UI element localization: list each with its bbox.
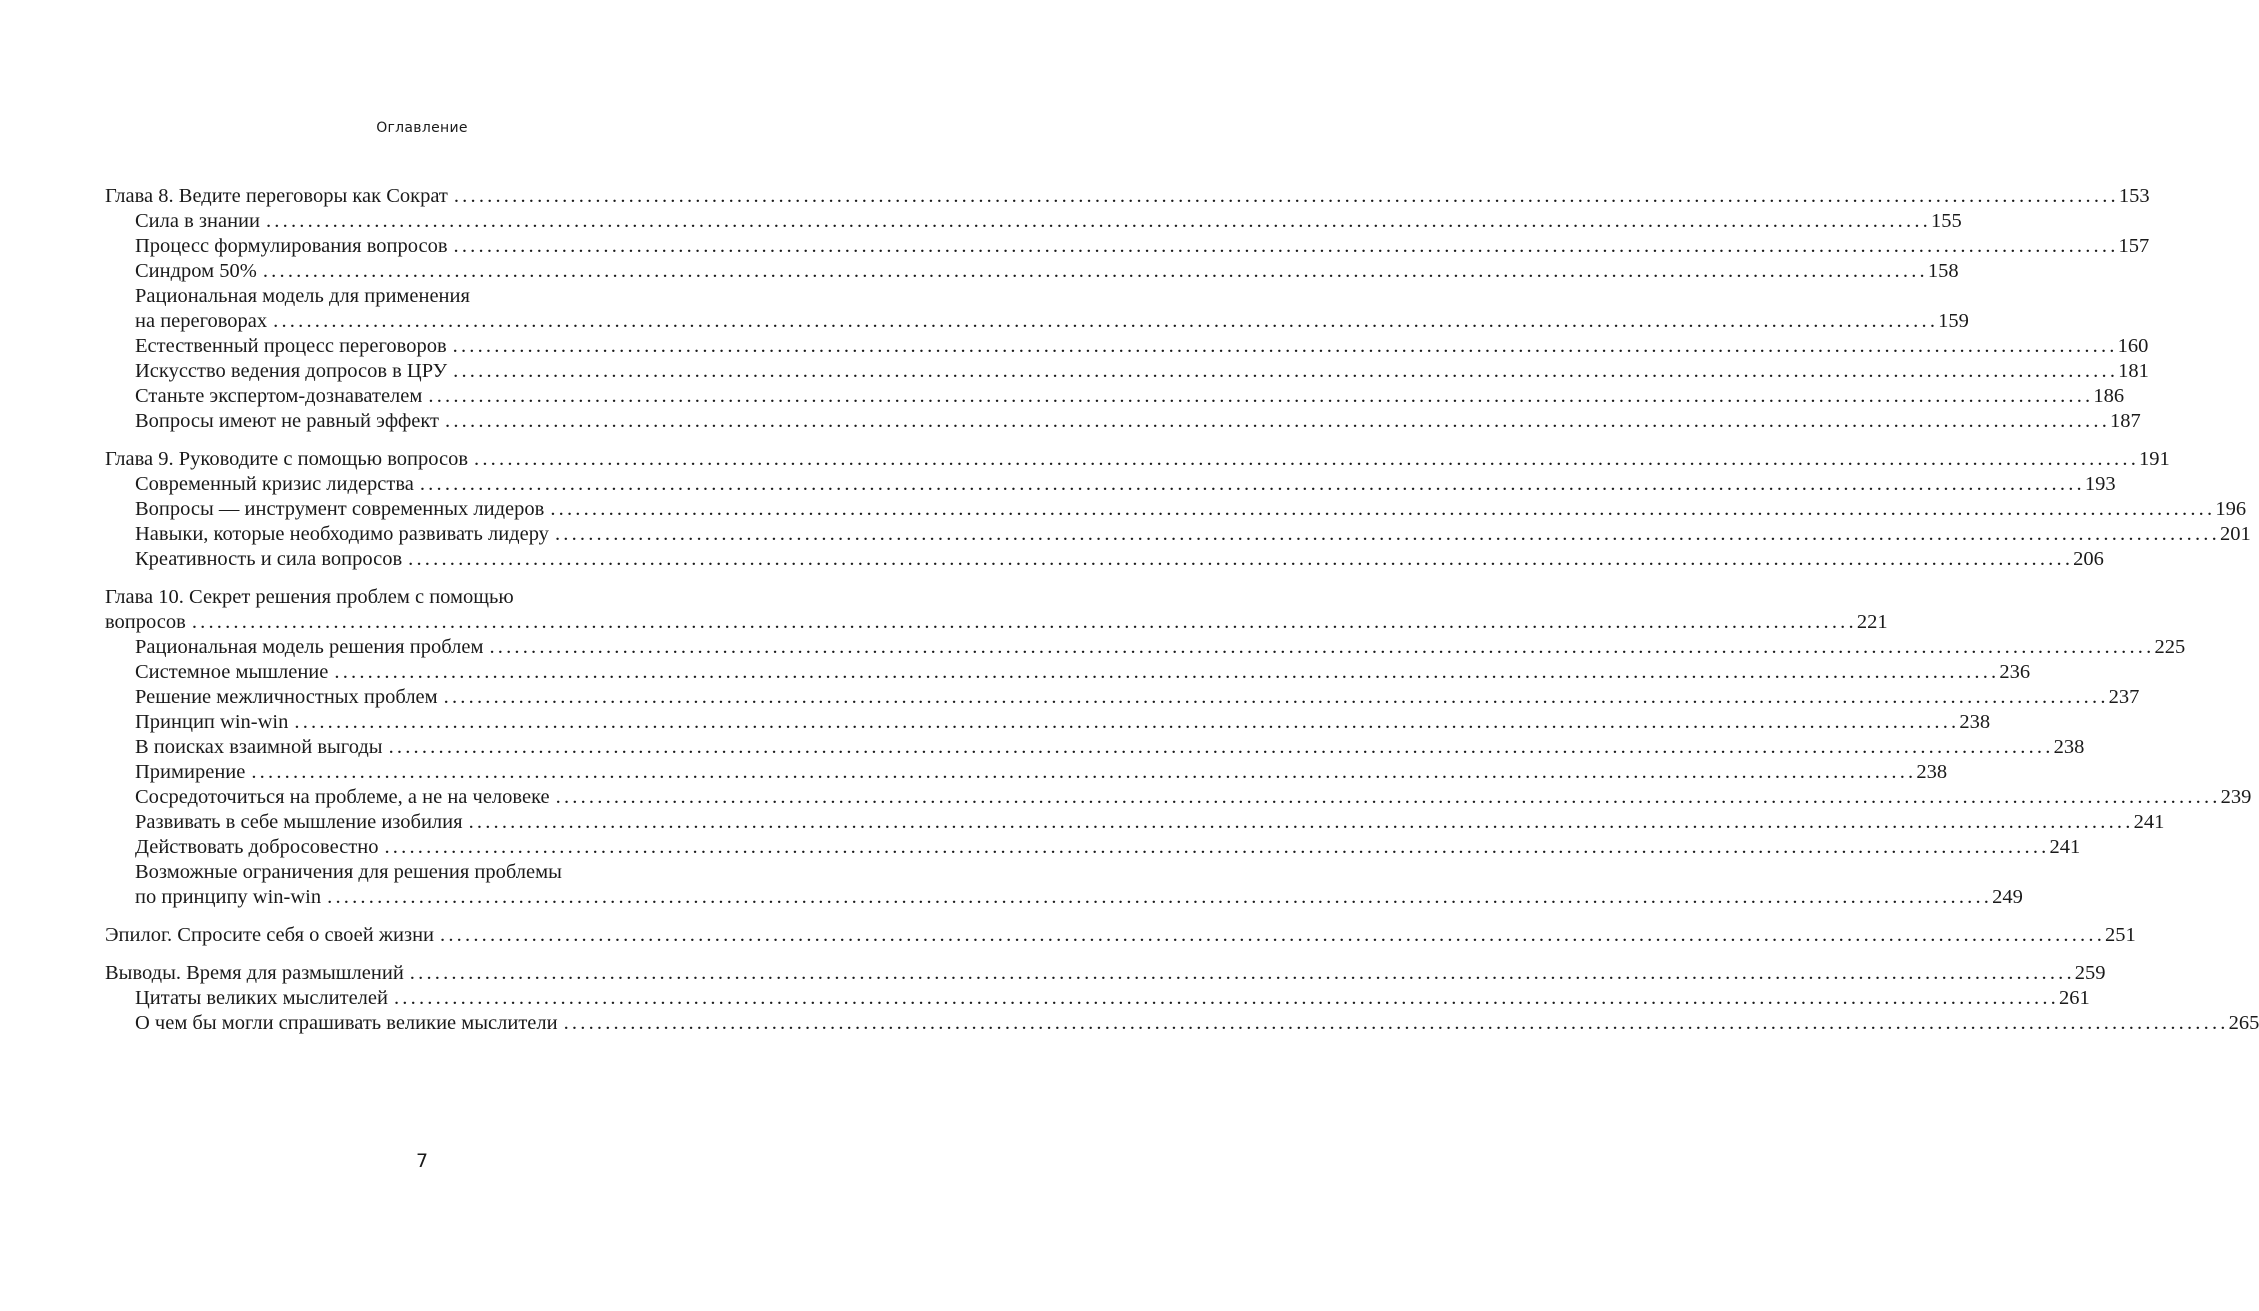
entry-page-number: 206 (2073, 548, 2104, 570)
entry-page-number: 237 (2108, 686, 2140, 708)
entry-page-number: 238 (1916, 761, 1948, 783)
entry-page-number: 157 (2118, 235, 2150, 257)
entry-page-number: 181 (2118, 360, 2149, 382)
dot-leader: ........................................................................................................................................................................................................ (265, 210, 1931, 232)
dot-leader: ........................................................................................................................................................................................................ (443, 686, 2109, 708)
dot-leader: ........................................................................................................................................................................................................ (393, 987, 2059, 1009)
entry-page-number: 191 (2139, 448, 2170, 470)
toc-subentry[interactable] (105, 284, 695, 309)
toc-subentry[interactable] (105, 1011, 2259, 1036)
dot-leader: ........................................................................................................................................................................................................ (550, 498, 2216, 520)
entry-page-number: 251 (2105, 924, 2136, 946)
entry-page-number: 249 (1992, 886, 2023, 908)
dot-leader: ........................................................................................................................................................................................................ (445, 410, 2111, 432)
entry-title: Естественный процесс переговоров (135, 335, 447, 357)
entry-page-number: 187 (2110, 410, 2141, 432)
toc-subentry[interactable] (105, 522, 2251, 547)
toc-subentry[interactable] (105, 547, 2104, 572)
entry-title: по принципу win-win (135, 886, 322, 908)
entry-page-number: 238 (2053, 736, 2085, 758)
toc-subentry[interactable] (105, 409, 2141, 434)
toc-section (105, 447, 2251, 572)
entry-page-number: 159 (1938, 310, 1969, 332)
entry-title: Современный кризис лидерства (135, 473, 414, 495)
entry-title: В поисках взаимной выгоды (135, 736, 383, 758)
dot-leader: ........................................................................................................................................................................................................ (191, 611, 1857, 633)
entry-title: Сосредоточиться на проблеме, а не на человеке (135, 786, 550, 808)
entry-title: на переговорах (135, 310, 268, 332)
toc-subentry[interactable] (105, 334, 2149, 359)
toc-subentry[interactable] (105, 234, 2150, 259)
entry-title: Навыки, которые необходимо развивать лидеру (135, 523, 549, 545)
entry-page-number: 236 (1999, 661, 2031, 683)
dot-leader: ........................................................................................................................................................................................................ (453, 185, 2119, 207)
entry-title: Решение межличностных проблем (135, 686, 438, 708)
toc-chapter-entry[interactable] (105, 961, 2106, 986)
dot-leader: ........................................................................................................................................................................................................ (453, 235, 2119, 257)
entry-title: О чем бы могли спрашивать великие мыслители (135, 1012, 558, 1034)
dot-leader: ........................................................................................................................................................................................................ (428, 385, 2094, 407)
toc-subentry[interactable] (105, 660, 2031, 685)
dot-leader: ........................................................................................................................................................................................................ (563, 1012, 2229, 1034)
entry-title: Рациональная модель для применения (135, 285, 470, 307)
entry-page-number: 239 (2220, 786, 2252, 808)
entry-title: Глава 9. Руководите с помощью вопросов (105, 448, 469, 470)
toc-chapter-entry[interactable] (105, 610, 1888, 635)
toc-subentry[interactable] (105, 710, 1991, 735)
entry-title: Глава 8. Ведите переговоры как Сократ (105, 185, 448, 207)
dot-leader: ........................................................................................................................................................................................................ (554, 523, 2220, 545)
entry-title: Станьте экспертом-дознавателем (135, 385, 423, 407)
entry-title: Примирение (135, 761, 246, 783)
entry-page-number: 201 (2219, 523, 2251, 545)
entry-page-number: 261 (2058, 987, 2090, 1009)
dot-leader: ........................................................................................................................................................................................................ (453, 360, 2119, 382)
toc-subentry[interactable] (105, 885, 2023, 910)
entry-page-number: 241 (2049, 836, 2081, 858)
entry-page-number: 155 (1930, 210, 1962, 232)
toc-chapter-entry[interactable] (105, 447, 2170, 472)
toc-chapter-entry[interactable] (105, 585, 695, 610)
toc-subentry[interactable] (105, 472, 2116, 497)
table-of-contents (105, 184, 2259, 1049)
toc-subentry[interactable] (105, 359, 2149, 384)
dot-leader: ........................................................................................................................................................................................................ (468, 811, 2134, 833)
toc-subentry[interactable] (105, 309, 1969, 334)
running-header: Оглавление (376, 120, 468, 136)
toc-subentry[interactable] (105, 209, 1962, 234)
entry-title: Действовать добросовестно (135, 836, 379, 858)
entry-title: Рациональная модель решения проблем (135, 636, 484, 658)
toc-subentry[interactable] (105, 835, 2081, 860)
entry-title: вопросов (105, 611, 186, 633)
entry-page-number: 193 (2084, 473, 2116, 495)
entry-title: Процесс формулирования вопросов (135, 235, 448, 257)
entry-title: Сила в знании (135, 210, 260, 232)
toc-subentry[interactable] (105, 810, 2165, 835)
dot-leader: ........................................................................................................................................................................................................ (251, 761, 1917, 783)
toc-section (105, 961, 2259, 1036)
entry-title: Эпилог. Спросите себя о своей жизни (105, 924, 435, 946)
toc-subentry[interactable] (105, 760, 1948, 785)
entry-title: Синдром 50% (135, 260, 257, 282)
toc-chapter-entry[interactable] (105, 184, 2150, 209)
toc-subentry[interactable] (105, 685, 2140, 710)
dot-leader: ........................................................................................................................................................................................................ (327, 886, 1993, 908)
entry-title: Возможные ограничения для решения проблемы (135, 861, 562, 883)
dot-leader: ........................................................................................................................................................................................................ (419, 473, 2085, 495)
toc-subentry[interactable] (105, 259, 1959, 284)
dot-leader: ........................................................................................................................................................................................................ (409, 962, 2075, 984)
entry-title: Системное мышление (135, 661, 329, 683)
entry-page-number: 265 (2228, 1012, 2259, 1034)
entry-page-number: 160 (2117, 335, 2149, 357)
entry-page-number: 153 (2118, 185, 2150, 207)
entry-page-number: 225 (2154, 636, 2186, 658)
toc-subentry[interactable] (105, 986, 2090, 1011)
toc-subentry[interactable] (105, 735, 2085, 760)
toc-subentry[interactable] (105, 497, 2247, 522)
toc-subentry[interactable] (105, 860, 695, 885)
entry-page-number: 186 (2093, 385, 2125, 407)
toc-subentry[interactable] (105, 384, 2125, 409)
entry-title: Выводы. Время для размышлений (105, 962, 404, 984)
dot-leader: ........................................................................................................................................................................................................ (452, 335, 2118, 357)
dot-leader: ........................................................................................................................................................................................................ (384, 836, 2050, 858)
dot-leader: ........................................................................................................................................................................................................ (408, 548, 2074, 570)
entry-page-number: 196 (2215, 498, 2247, 520)
page-number: 7 (415, 1150, 429, 1172)
toc-chapter-entry[interactable] (105, 923, 2136, 948)
entry-title: Вопросы имеют не равный эффект (135, 410, 440, 432)
toc-section (105, 184, 2150, 434)
toc-subentry[interactable] (105, 785, 2252, 810)
entry-page-number: 259 (2074, 962, 2106, 984)
entry-page-number: 241 (2133, 811, 2165, 833)
toc-subentry[interactable] (105, 635, 2186, 660)
dot-leader: ........................................................................................................................................................................................................ (334, 661, 2000, 683)
entry-title: Креативность и сила вопросов (135, 548, 403, 570)
dot-leader: ........................................................................................................................................................................................................ (555, 786, 2221, 808)
dot-leader: ........................................................................................................................................................................................................ (388, 736, 2054, 758)
dot-leader: ........................................................................................................................................................................................................ (440, 924, 2106, 946)
dot-leader: ........................................................................................................................................................................................................ (474, 448, 2140, 470)
entry-title: Развивать в себе мышление изобилия (135, 811, 463, 833)
toc-section (105, 923, 2136, 948)
entry-page-number: 158 (1927, 260, 1959, 282)
dot-leader: ........................................................................................................................................................................................................ (262, 260, 1928, 282)
dot-leader: ........................................................................................................................................................................................................ (273, 310, 1939, 332)
dot-leader: ........................................................................................................................................................................................................ (489, 636, 2155, 658)
entry-title: Цитаты великих мыслителей (135, 987, 388, 1009)
toc-section (105, 585, 2252, 910)
entry-title: Вопросы — инструмент современных лидеров (135, 498, 545, 520)
entry-page-number: 238 (1959, 711, 1991, 733)
entry-title: Принцип win-win (135, 711, 289, 733)
entry-title: Искусство ведения допросов в ЦРУ (135, 360, 448, 382)
entry-title: Глава 10. Секрет решения проблем с помощью (105, 586, 514, 608)
dot-leader: ........................................................................................................................................................................................................ (294, 711, 1960, 733)
entry-page-number: 221 (1856, 611, 1888, 633)
